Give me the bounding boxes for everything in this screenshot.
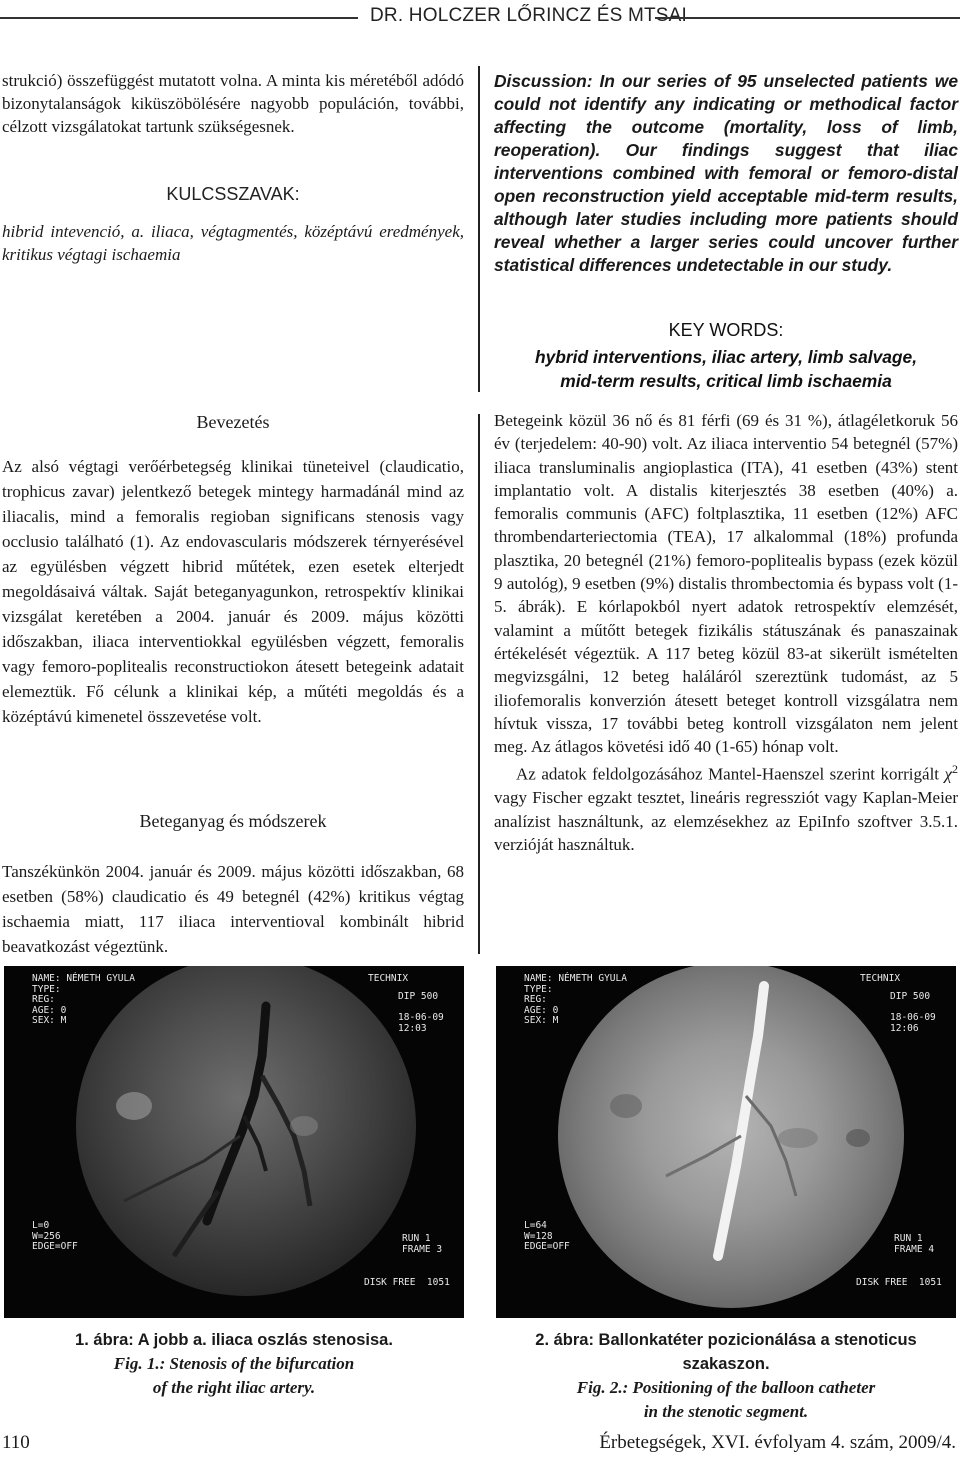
fig1-overlay-window: L=0 W=256 EDGE=OFF <box>32 1220 78 1252</box>
figure-1-angiogram <box>4 966 464 1318</box>
fig1-overlay-disk: DISK FREE 1051 <box>364 1277 450 1288</box>
keywords-en-title: KEY WORDS: <box>668 320 784 340</box>
running-head <box>0 3 960 33</box>
figure-1-caption-en-2: of the right iliac artery. <box>152 1378 316 1397</box>
figure-2-caption-hu: 2. ábra: Ballonkatéter pozicionálása a stenoticus szakaszon. <box>535 1331 917 1373</box>
header-rule-right <box>655 17 960 19</box>
fig2-overlay-datetime: DIP 500 18-06-09 12:06 <box>890 991 936 1034</box>
abstract-en-discussion: Discussion: In our series of 95 unselected patients we could not identify any indicating or methodical factor affecting the outcome (mortality, loss of limb, reoperation). Our findings suggest that iliac interventions combined with femoral or femoro-distal open reconstruction yield acceptable mid-term results, although later studies including more patients should reveal whether a larger series could uncover further statistical differences undetectable in our study. <box>494 71 958 275</box>
fig2-overlay-system: TECHNIX <box>860 973 901 984</box>
fig1-overlay-patient: NAME: NÉMETH GYULA TYPE: REG: AGE: 0 SEX: M <box>32 973 135 1026</box>
methods-paragraph-1: Betegeink közül 36 nő és 81 férfi (69 és 31 %), átlagéletkoruk 56 év (terjedelem: 40-90) volt. Az iliaca interventio 54 betegnél (57%) iliaca transluminalis angioplastica (ITA), 41 esetben (43%) stent implantatio volt. A distalis kiterjesztés 38 esetben (40%) a. femoralis communis (AFC) foltplasztika, 11 esetben (12%) AFC thrombendarteriectomia (TEA), 17 alkalommal (18%) profunda plasztika, 20 betegnél (21%) femoro-poplitealis bypass (ezek közül 9 autológ), 9 esetben (9%) distalis thrombectomia és bypass volt (1-5. ábrák). E kórlapokból nyert adatok retrospektív elemzését, valamint a műtőtt betegek fizikális státuszának és panaszainak értékelését végeztük. A 117 beteg közül 83-at sikerült ismételten megvizsgálni, 12 beteg haláláról szereztünk tudomást, az 5 iliofemoralis konverzión átesett beteget kontroll vizsgálatra nem hívtuk vissza, 17 további beteg kontroll vizsgálaton nem jelent meg. Az átlagos követési idő 40 (1-65) hónap volt. <box>494 411 958 757</box>
section-heading-beteganyag: Beteganyag és módszerek <box>139 811 327 831</box>
column-divider-main <box>478 414 480 954</box>
figure-1-caption-en-1: Fig. 1.: Stenosis of the bifurcation <box>113 1354 355 1373</box>
bevezetes-paragraph: Az alsó végtagi verőérbetegség klinikai tüneteivel (claudicatio, trophicus zavar) jelentkező betegek mintegy harmadánál mind az iliacalis, mind a femoralis regioban significans stenosis vagy occlusio található (1). Az endovascularis módszerek térnyerésével az együlésben végzett hibrid műtétek, ezen esetek elterjedt megoldásaivá váltak. Saját beteganyagunkon, retrospektív klinikai vizsgálat keretében a 2004. január és 2009. május közötti időszakban, iliaca interventiokkal együlésben végzett, femoralis vagy femoro-poplitealis reconstructiokon átesett betegeink adatait elemeztük. Fő célunk a klinikai kép, a műtéti megoldás és a középtávú kimenetel összevetése volt. <box>2 457 464 726</box>
fig1-overlay-system: TECHNIX <box>368 973 409 984</box>
fig2-overlay-run: RUN 1 FRAME 4 <box>894 1233 935 1255</box>
chi-symbol: χ <box>944 765 952 785</box>
methods-paragraph-2 <box>494 758 958 856</box>
column-divider-top <box>478 66 480 392</box>
fig1-overlay-run: RUN 1 FRAME 3 <box>402 1233 443 1255</box>
page-number: 110 <box>2 1432 30 1453</box>
chi-exponent: 2 <box>952 762 958 777</box>
figure-1-caption-hu: 1. ábra: A jobb a. iliaca oszlás stenosisa. <box>75 1331 393 1349</box>
section-heading-bevezetes: Bevezetés <box>196 412 270 432</box>
figure-1-caption <box>4 1328 464 1400</box>
running-head-authors: DR. HOLCZER LŐRINCZ ÉS MTSAI <box>370 5 688 26</box>
fig1-overlay-datetime: DIP 500 18-06-09 12:03 <box>398 991 444 1034</box>
keywords-hu-text: hibrid intevenció, a. iliaca, végtagmentés, középtávú eredmények, kritikus végtagi ischaemia <box>2 222 464 264</box>
fig2-overlay-window: L=64 W=128 EDGE=OFF <box>524 1220 570 1252</box>
figure-2-angiogram <box>496 966 956 1318</box>
beteganyag-paragraph: Tanszékünkön 2004. január és 2009. május közötti időszakban, 68 esetben (58%) claudicatio és 49 betegnél (42%) kritikus végtag ischaemia miatt, 117 iliaca interventioval kombinált hibrid beavatkozást végeztünk. <box>2 862 464 956</box>
keywords-en-line-2: mid-term results, critical limb ischaemia <box>560 371 892 391</box>
journal-reference: Érbetegségek, XVI. évfolyam 4. szám, 2009/4. <box>599 1432 956 1453</box>
abstract-hu-continuation: strukció) összefüggést mutatott volna. A minta kis méretéből adódó bizonytalanságok kiküszöbölésére nagyobb populáción, további, célzott vizsgálatokat tartunk szükségesnek. <box>2 71 464 136</box>
keywords-en-line-1: hybrid interventions, iliac artery, limb salvage, <box>534 347 918 367</box>
keywords-en-text <box>494 345 958 393</box>
figure-2-caption-en-1: Fig. 2.: Positioning of the balloon catheter <box>576 1378 876 1397</box>
methods-p2-text-a: Az adatok feldolgozásához Mantel-Haenszel szerint korrigált <box>516 765 945 785</box>
methods-p2-text-b: vagy Fischer egzakt tesztet, lineáris regressziót vagy Kaplan-Meier analízist használtunk, az elemzésekhez az EpiInfo szoftver 3.5.1. verzióját használtuk. <box>494 788 958 854</box>
fig2-overlay-disk: DISK FREE 1051 <box>856 1277 942 1288</box>
figure-2-caption <box>494 1328 958 1424</box>
fig2-overlay-patient: NAME: NÉMETH GYULA TYPE: REG: AGE: 0 SEX: M <box>524 973 627 1026</box>
header-rule-left <box>0 17 358 19</box>
keywords-hu-title: KULCSSZAVAK: <box>166 184 300 204</box>
right-column-body <box>494 409 958 856</box>
figure-2-caption-en-2: in the stenotic segment. <box>643 1402 809 1421</box>
